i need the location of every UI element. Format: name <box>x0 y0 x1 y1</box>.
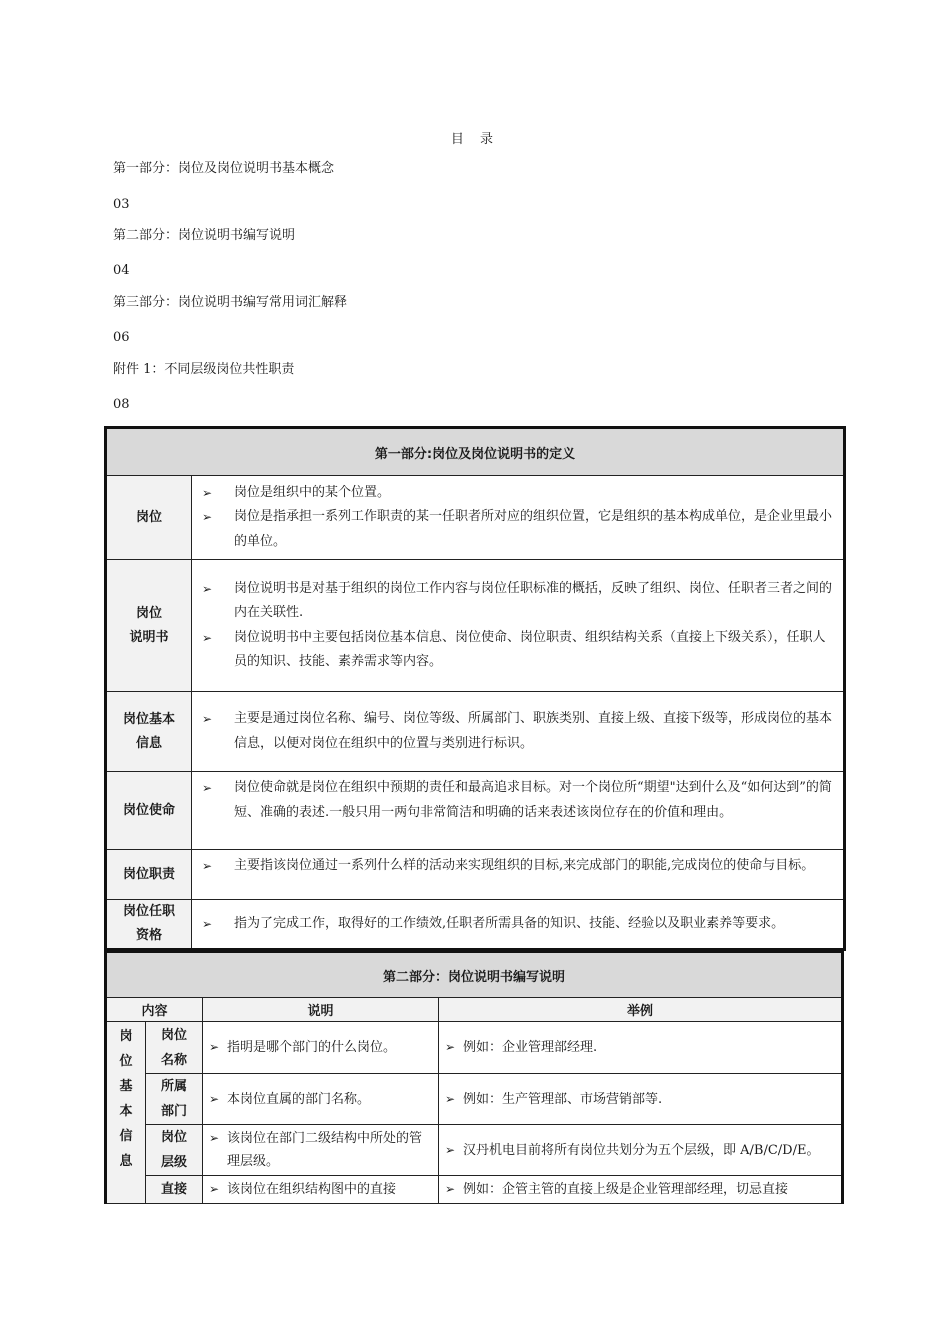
row-label: 岗位任职 资格 <box>106 900 192 950</box>
row-label: 岗位职责 <box>106 850 192 900</box>
row-label: 岗位使命 <box>106 772 192 850</box>
table-row <box>106 476 845 560</box>
description-text: 指明是哪个部门的什么岗位。 <box>227 1040 397 1055</box>
toc-entry[interactable]: 附件 1：不同层级岗位共性职责 <box>113 361 841 379</box>
table-row <box>106 1125 843 1176</box>
row-label: 岗位基本 信息 <box>106 692 192 772</box>
description-text: 该岗位在组织结构图中的直接 <box>227 1182 397 1197</box>
writing-guide-table <box>104 950 844 1204</box>
toc-entry[interactable]: 第二部分：岗位说明书编写说明 <box>113 227 841 245</box>
table-row <box>106 1074 843 1125</box>
table-row <box>106 850 845 900</box>
bullet-icon: ➢ <box>202 916 213 931</box>
bullet-icon: ➢ <box>445 1040 456 1054</box>
description-text: 该岗位在部门二级结构中所处的管理层级。 <box>227 1131 423 1169</box>
table-row <box>106 1022 843 1074</box>
bullet-icon: ➢ <box>202 859 213 873</box>
bullet-icon: ➢ <box>202 630 213 645</box>
row-label: 所属 部门 <box>146 1074 203 1125</box>
definition-text: 岗位是组织中的某个位置。 <box>234 484 391 500</box>
bullet-icon: ➢ <box>202 510 213 525</box>
row-label: 岗位 名称 <box>146 1022 203 1074</box>
bullet-icon: ➢ <box>209 1040 220 1054</box>
definition-text: 岗位是指承担一系列工作职责的某一任职者所对应的组织位置，它是组织的基本构成单位，是企业里最小的单位。 <box>234 509 833 549</box>
column-header: 举例 <box>439 998 843 1022</box>
definition-text: 岗位使命就是岗位在组织中预期的责任和最高追求目标。对一个岗位所“期望"达到什么及“如何达到”的简短、准确的表述.一般只用一两句非常简洁和明确的话来表述该岗位存在的价值和理由。 <box>234 780 832 820</box>
toc-page-number: 06 <box>113 330 130 345</box>
row-label: 岗位 说明书 <box>106 560 192 692</box>
toc-page-number: 08 <box>113 397 130 412</box>
toc-title: 目 录 <box>450 132 500 147</box>
example-text: 例如：企业管理部经理. <box>463 1040 598 1055</box>
bullet-icon: ➢ <box>202 781 213 795</box>
definition-table <box>104 426 846 951</box>
column-header: 说明 <box>203 998 439 1022</box>
row-label: 岗位 层级 <box>146 1125 203 1176</box>
column-header: 内容 <box>106 998 203 1022</box>
row-label: 直接 <box>146 1176 203 1204</box>
description-text: 本岗位直属的部门名称。 <box>227 1091 371 1107</box>
example-text: 汉丹机电目前将所有岗位共划分为五个层级，即 A/B/C/D/E。 <box>463 1142 820 1158</box>
group-label: 岗 位 基 本 信 息 <box>106 1022 146 1204</box>
table-row <box>106 772 845 850</box>
toc-entry[interactable]: 第三部分：岗位说明书编写常用词汇解释 <box>113 294 841 312</box>
bullet-icon: ➢ <box>202 581 213 596</box>
definition-text: 岗位说明书是对基于组织的岗位工作内容与岗位任职标准的概括，反映了组织、岗位、任职者三者之间的内在关联性. <box>234 580 833 620</box>
part1-title: 第一部分:岗位及岗位说明书的定义 <box>106 428 845 476</box>
table-row <box>106 1176 843 1204</box>
example-text: 例如：生产管理部、市场营销部等. <box>463 1091 663 1107</box>
table-row <box>106 692 845 772</box>
row-label: 岗位 <box>106 476 192 560</box>
toc-page-number: 04 <box>113 263 130 278</box>
table-row <box>106 900 845 950</box>
definition-text: 主要是通过岗位名称、编号、岗位等级、所属部门、职族类别、直接上级、直接下级等，形成岗位的基本信息，以便对岗位在组织中的位置与类别进行标识。 <box>234 711 833 751</box>
example-text: 例如：企管主管的直接上级是企业管理部经理，切忌直接 <box>463 1182 789 1197</box>
definition-text: 岗位说明书中主要包括岗位基本信息、岗位使命、岗位职责、组织结构关系（直接上下级关系），任职人员的知识、技能、素养需求等内容。 <box>234 629 826 669</box>
table-row <box>106 560 845 692</box>
bullet-icon: ➢ <box>209 1182 220 1196</box>
bullet-icon: ➢ <box>445 1091 456 1106</box>
bullet-icon: ➢ <box>209 1131 220 1145</box>
definition-text: 主要指该岗位通过一系列什么样的活动来实现组织的目标,来完成部门的职能,完成岗位的使命与目标。 <box>234 858 815 873</box>
bullet-icon: ➢ <box>445 1142 456 1157</box>
definition-text: 指为了完成工作，取得好的工作绩效,任职者所需具备的知识、技能、经验以及职业素养等要求。 <box>234 915 785 931</box>
bullet-icon: ➢ <box>202 485 213 500</box>
toc-page-number: 03 <box>113 197 130 212</box>
bullet-icon: ➢ <box>209 1091 220 1106</box>
part2-title: 第二部分：岗位说明书编写说明 <box>106 952 843 998</box>
bullet-icon: ➢ <box>202 712 213 726</box>
toc-entry[interactable]: 第一部分：岗位及岗位说明书基本概念 <box>113 160 841 178</box>
bullet-icon: ➢ <box>445 1182 456 1196</box>
